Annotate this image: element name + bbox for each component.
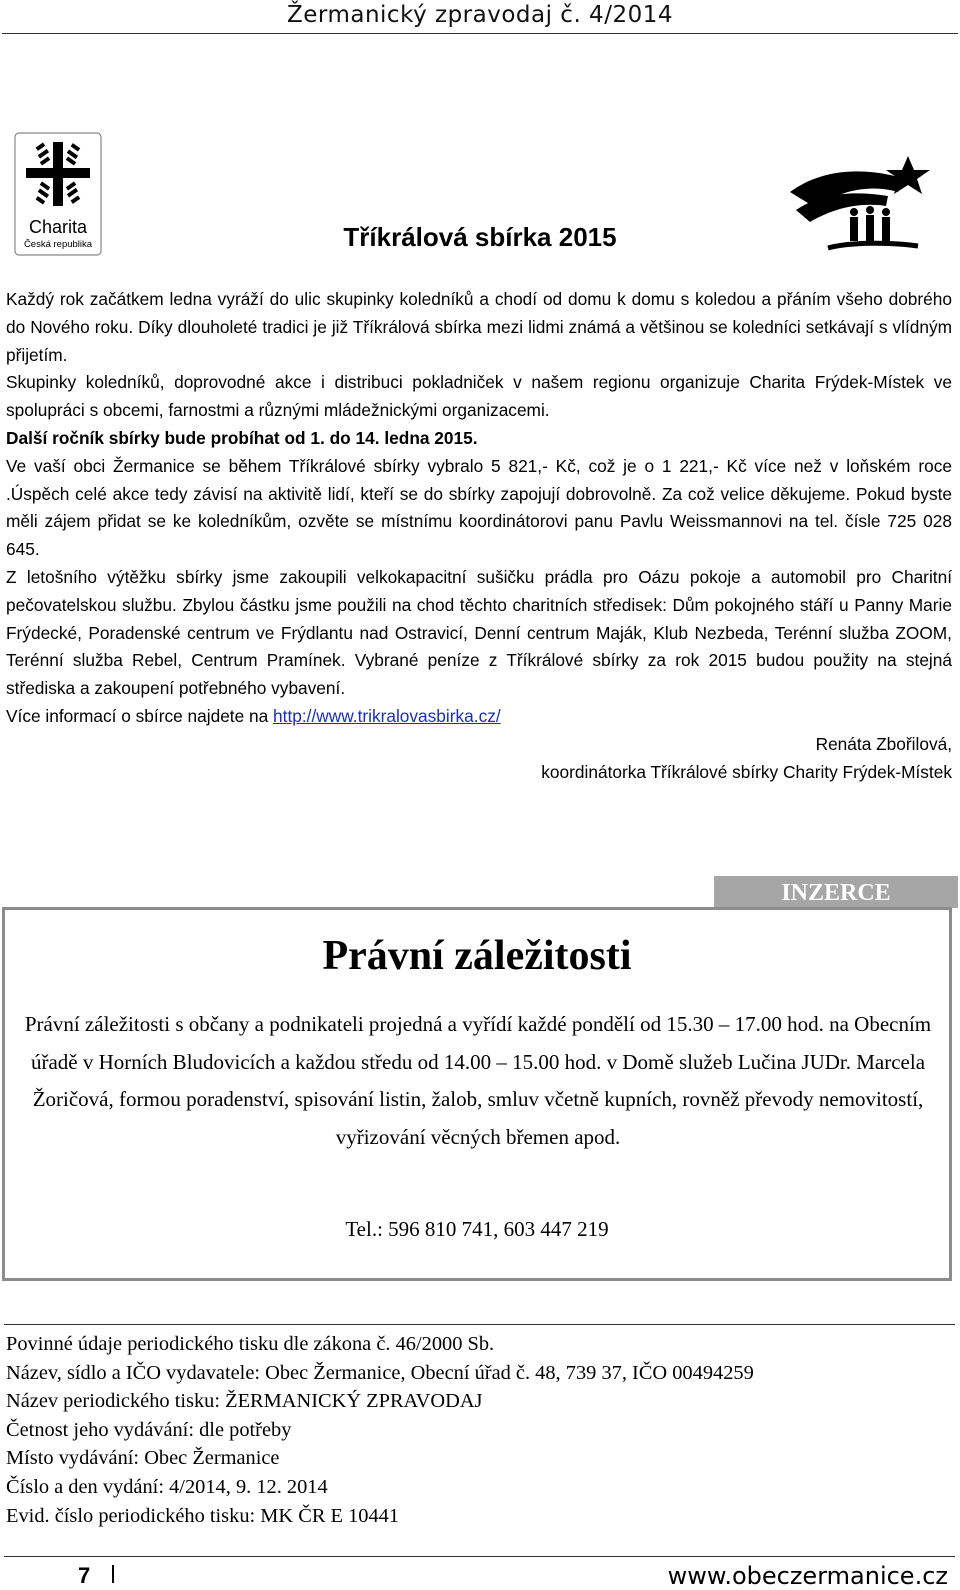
paragraph-usage: Z letošního výtěžku sbírky jsme zakoupili velkokapacitní sušičku prádla pro Oázu pokoje a automobil pro Charitní pečovatelskou službu. Zbylou částku jsme použili na chod těchto charitních středisek: Dům pokojného stáří u Panny Marie Frýdecké, Poradenské centrum ve Frýdlantu nad Ostravicí, Denní centrum Maják, Klub Nezbeda, Terénní služba ZOOM, Terénní služba Rebel, Centrum Pramínek. Vybrané peníze z Tříkrálové sbírky za rok 2015 budou použity na stejná střediska a zakoupení potřebného vybavení.: [6, 566, 952, 699]
article-title: Tříkrálová sbírka 2015: [343, 222, 617, 252]
header-divider: [2, 33, 958, 34]
article-body: [6, 286, 952, 786]
legal-line: Četnost jeho vydávání: dle potřeby: [6, 1418, 292, 1441]
page-separator: [112, 1565, 114, 1583]
signature-role: koordinátorka Tříkrálové sbírky Charity Frýdek-Místek: [541, 761, 952, 782]
trikralova-sbirka-link[interactable]: http://www.trikralovasbirka.cz/: [273, 705, 501, 726]
advert-text: Právní záležitosti s občany a podnikateli projedná a vyřídí každé pondělí od 15.30 – 17.00 hod. na Obecním úřadě v Horních Bludovicích a každou středu od 14.00 – 15.00 hod. v Domě služeb Lučina JUDr. Marcela Žoričová, formou poradenství, spisování listin, žalob, smluv včetně kupních, rovněž převody nemovitostí, vyřizování věcných břemen apod.: [24, 1012, 932, 1149]
newsletter-title: Žermanický zpravodaj č. 4/2014: [287, 2, 673, 28]
legal-line: Název periodického tisku: ŽERMANICKÝ ZPRAVODAJ: [6, 1390, 483, 1413]
legal-line: Název, sídlo a IČO vydavatele: Obec Žermanice, Obecní úřad č. 48, 739 37, IČO 00494259: [6, 1361, 754, 1384]
charita-logo-text: Charita: [28, 217, 88, 237]
advert-phone: Tel.: 596 810 741, 603 447 219: [345, 1217, 609, 1241]
legal-line: Místo vydávání: Obec Žermanice: [6, 1447, 280, 1470]
paragraph-organization: Skupinky koledníků, doprovodné akce i distribuci pokladniček v našem regionu organizuje Charita Frýdek-Místek ve spolupráci s obcemi, farnostmi a různými mládežnickými organizacemi.: [6, 372, 952, 421]
advert-box: [2, 907, 952, 1281]
more-info-line: [6, 703, 952, 731]
advert-tag: INZERCE: [714, 876, 958, 908]
paragraph-intro: Každý rok začátkem ledna vyráží do ulic skupinky koledníků a chodí od domu k domu s koledou a přáním všeho dobrého do Nového roku. Díky dlouholeté tradici je již Tříkrálová sbírka mezi lidmi známá a většinou se koledníci setkávají s vlídným přijetím.: [6, 289, 952, 365]
more-info-text: Více informací o sbírce najdete na: [6, 705, 274, 726]
signature-name: Renáta Zbořilová,: [815, 733, 952, 754]
legal-line: Číslo a den vydání: 4/2014, 9. 12. 2014: [6, 1475, 328, 1498]
legal-line: Povinné údaje periodického tisku dle zákona č. 46/2000 Sb.: [6, 1333, 495, 1355]
paragraph-results: Ve vaší obci Žermanice se během Tříkrálové sbírky vybralo 5 821,- Kč, což je o 1 221,- Kč více než v loňském roce .Úspěch celé akce tedy závisí na aktivitě lidí, kteří se do sbírky zapojují dobrovolně. Za což velice děkujeme. Pokud byste měli zájem přidat se ke koledníkům, ozvěte se místnímu koordinátorovi panu Pavlu Weissmannovi na tel. čísle 725 028 645.: [6, 455, 952, 560]
paragraph-dates: Další ročník sbírky bude probíhat od 1. do 14. ledna 2015.: [6, 427, 478, 448]
footer-divider: [4, 1556, 955, 1557]
legal-line: Evid. číslo periodického tisku: MK ČR E 10441: [6, 1504, 400, 1527]
legal-divider: [4, 1324, 955, 1325]
page-number: 7: [78, 1563, 91, 1588]
website-url: www.obeczermanice.cz: [667, 1562, 948, 1590]
legal-info: [6, 1330, 754, 1530]
advert-heading: Právní záležitosti: [322, 933, 632, 979]
charita-logo-subtext: Česká republika: [23, 239, 93, 250]
